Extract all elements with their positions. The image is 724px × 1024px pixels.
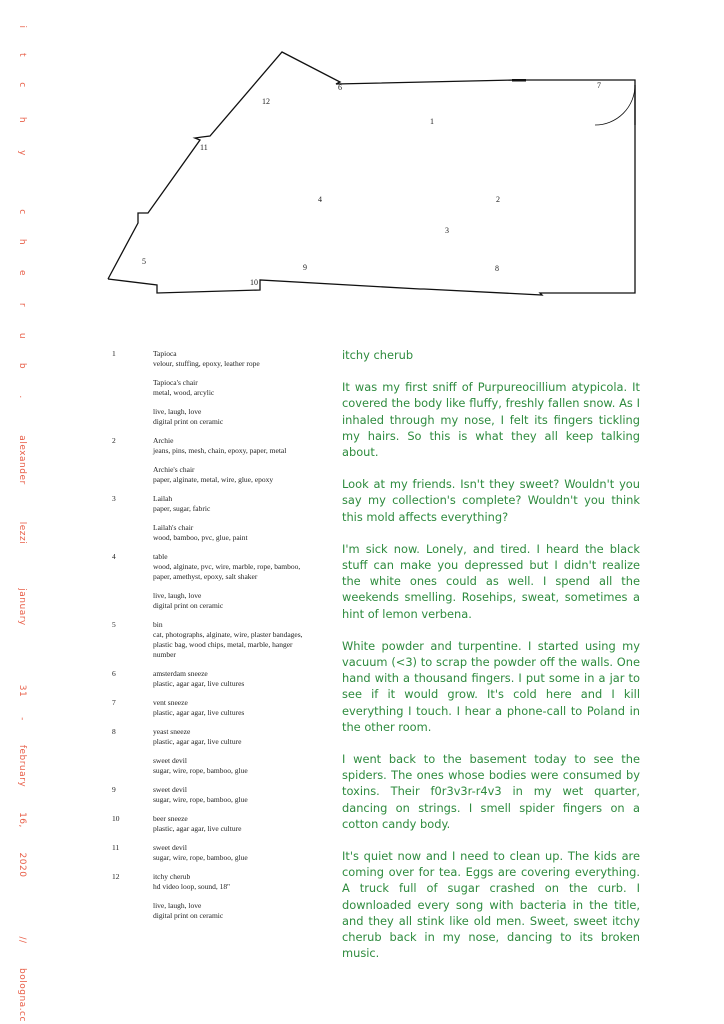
side-caption-word: january bbox=[17, 588, 27, 626]
side-caption-word: i bbox=[17, 25, 27, 29]
side-caption-word: h bbox=[17, 116, 27, 124]
work-line: bin bbox=[153, 620, 163, 629]
plan-label-3: 3 bbox=[445, 226, 449, 235]
work-line: Lailah bbox=[153, 494, 173, 503]
work-line: digital print on ceramic bbox=[153, 911, 224, 920]
work-line: metal, wood, arcylic bbox=[153, 388, 215, 397]
floor-plan bbox=[100, 40, 660, 320]
plan-label-8: 8 bbox=[495, 264, 499, 273]
work-line: hd video loop, sound, 18'' bbox=[153, 882, 230, 891]
side-caption-word: h bbox=[17, 238, 27, 246]
work-entry bbox=[112, 727, 332, 776]
side-caption-word: c bbox=[17, 209, 27, 215]
work-item bbox=[153, 814, 332, 834]
work-entry bbox=[112, 814, 332, 834]
side-caption-word: u bbox=[17, 332, 27, 340]
work-entry bbox=[112, 843, 332, 863]
work-number: 12 bbox=[112, 872, 120, 881]
work-line: amsterdam sneeze bbox=[153, 669, 208, 678]
plan-label-10: 10 bbox=[250, 278, 258, 287]
work-number: 6 bbox=[112, 669, 116, 678]
work-line: wood, alginate, pvc, wire, marble, rope, bamboo, bbox=[153, 562, 301, 571]
work-item bbox=[153, 552, 332, 582]
work-line: sweet devil bbox=[153, 785, 187, 794]
side-caption-word: y bbox=[17, 150, 27, 156]
work-line: number bbox=[153, 650, 176, 659]
work-entry bbox=[112, 494, 332, 543]
work-number: 5 bbox=[112, 620, 116, 629]
work-number: 3 bbox=[112, 494, 116, 503]
side-caption-word: alexander bbox=[17, 435, 27, 485]
work-entry bbox=[112, 552, 332, 611]
side-caption-word: bologna.cc bbox=[17, 968, 27, 1022]
work-item bbox=[153, 669, 332, 689]
story-paragraph: White powder and turpentine. I started using my vacuum (<3) to scrap the powder off the walls. One hand with a thousand fingers. I put some in a jar to see if it would grow. It's cold here and I kill everything I touch. I hear a phone-call to Poland in the other room. bbox=[342, 638, 640, 734]
work-line: table bbox=[153, 552, 168, 561]
side-caption-word: // bbox=[17, 936, 27, 944]
works-list bbox=[112, 349, 332, 930]
work-line: Archie bbox=[153, 436, 174, 445]
work-line: paper, sugar, fabric bbox=[153, 504, 211, 513]
work-item bbox=[153, 785, 332, 805]
plan-label-12: 12 bbox=[262, 97, 270, 106]
work-number: 8 bbox=[112, 727, 116, 736]
work-line: vent sneeze bbox=[153, 698, 188, 707]
plan-label-11: 11 bbox=[200, 143, 208, 152]
work-line: plastic, agar agar, live cultures bbox=[153, 708, 245, 717]
work-item bbox=[153, 698, 332, 718]
side-caption-word: c bbox=[17, 82, 27, 88]
work-entry bbox=[112, 620, 332, 660]
plan-label-2: 2 bbox=[496, 195, 500, 204]
work-item bbox=[153, 756, 332, 776]
work-number: 2 bbox=[112, 436, 116, 445]
work-number: 7 bbox=[112, 698, 116, 707]
work-line: plastic, agar agar, live culture bbox=[153, 737, 242, 746]
work-item bbox=[153, 407, 332, 427]
work-item bbox=[153, 843, 332, 863]
work-entry bbox=[112, 698, 332, 718]
side-caption-word: february bbox=[17, 744, 27, 788]
floor-plan-outline bbox=[108, 52, 635, 295]
work-number: 9 bbox=[112, 785, 116, 794]
work-entry bbox=[112, 436, 332, 485]
work-line: live, laugh, love bbox=[153, 407, 202, 416]
story-paragraph: It's quiet now and I need to clean up. The kids are coming over for tea. Eggs are covering everything. A truck full of sugar crashed on the curb. I downloaded every song with bacteria in the title, and they all stink like old men. Sweet, sweet itchy cherub back in my nose, dancing to its broken music. bbox=[342, 849, 640, 961]
work-number: 10 bbox=[112, 814, 120, 823]
side-caption-word: 31 bbox=[17, 684, 27, 698]
work-item bbox=[153, 901, 332, 921]
work-line: digital print on ceramic bbox=[153, 601, 224, 610]
work-line: velour, stuffing, epoxy, leather rope bbox=[153, 359, 260, 368]
work-line: wood, bamboo, pvc, glue, paint bbox=[153, 533, 248, 542]
door-swing-arc bbox=[595, 85, 635, 125]
work-item bbox=[153, 872, 332, 892]
work-line: sugar, wire, rope, bamboo, glue bbox=[153, 853, 248, 862]
work-line: plastic, agar agar, live cultures bbox=[153, 679, 245, 688]
side-caption-word: 2020 bbox=[17, 852, 27, 878]
work-line: digital print on ceramic bbox=[153, 417, 224, 426]
work-item bbox=[153, 591, 332, 611]
work-item bbox=[153, 465, 332, 485]
work-item bbox=[153, 523, 332, 543]
work-item bbox=[153, 349, 332, 369]
work-line: sweet devil bbox=[153, 843, 187, 852]
work-line: beer sneeze bbox=[153, 814, 188, 823]
side-caption-word: 16, bbox=[17, 812, 27, 828]
work-line: live, laugh, love bbox=[153, 591, 202, 600]
work-line: Archie's chair bbox=[153, 465, 195, 474]
side-caption-word: - bbox=[17, 717, 27, 721]
work-entry bbox=[112, 349, 332, 427]
work-number: 4 bbox=[112, 552, 116, 561]
work-line: paper, amethyst, epoxy, salt shaker bbox=[153, 572, 258, 581]
side-caption-word: . bbox=[17, 395, 27, 399]
story-title: itchy cherub bbox=[342, 348, 414, 362]
work-item bbox=[153, 620, 332, 660]
work-item bbox=[153, 727, 332, 747]
side-caption-word: lezzi bbox=[17, 521, 27, 545]
work-line: jeans, pins, mesh, chain, epoxy, paper, metal bbox=[153, 446, 287, 455]
side-caption-word: r bbox=[17, 302, 27, 308]
work-line: plastic bag, wood chips, metal, marble, hanger bbox=[153, 640, 293, 649]
work-line: Tapioca's chair bbox=[153, 378, 198, 387]
plan-label-9: 9 bbox=[303, 263, 307, 272]
work-item bbox=[153, 436, 332, 456]
story-text bbox=[342, 347, 640, 978]
work-item bbox=[153, 494, 332, 514]
side-caption-word: e bbox=[17, 269, 27, 277]
side-caption-word: b bbox=[17, 362, 27, 370]
plan-label-1: 1 bbox=[430, 117, 434, 126]
work-number: 1 bbox=[112, 349, 116, 358]
work-line: sweet devil bbox=[153, 756, 187, 765]
work-item bbox=[153, 378, 332, 398]
work-line: paper, alginate, metal, wire, glue, epoxy bbox=[153, 475, 274, 484]
story-paragraph: I'm sick now. Lonely, and tired. I heard the black stuff can make you depressed but I didn't realize the white ones could as well. I spend all the weekends smelling. Rosehips, sweat, sometimes a hint of lemon verbena. bbox=[342, 541, 640, 621]
story-paragraph: Look at my friends. Isn't they sweet? Wouldn't you say my collection's complete? Wouldn't you think this mold affects everything? bbox=[342, 477, 640, 524]
plan-label-4: 4 bbox=[318, 195, 322, 204]
plan-label-5: 5 bbox=[142, 257, 146, 266]
work-entry bbox=[112, 669, 332, 689]
work-line: yeast sneeze bbox=[153, 727, 191, 736]
plan-label-7: 7 bbox=[597, 81, 601, 90]
work-number: 11 bbox=[112, 843, 120, 852]
plan-label-6: 6 bbox=[338, 83, 342, 92]
work-line: sugar, wire, rope, bamboo, glue bbox=[153, 766, 248, 775]
work-entry bbox=[112, 785, 332, 805]
work-line: itchy cherub bbox=[153, 872, 191, 881]
work-line: cat, photographs, alginate, wire, plaster bandages, bbox=[153, 630, 303, 639]
wall-segment bbox=[512, 79, 526, 82]
story-paragraph: I went back to the basement today to see the spiders. The ones whose bodies were consumed by toxins. Their f0r3v3r-r4v3 in my wet quarter, dancing on strings. I smell spider fingers on a cotton candy body. bbox=[342, 752, 640, 831]
work-line: Tapioca bbox=[153, 349, 177, 358]
work-line: sugar, wire, rope, bamboo, glue bbox=[153, 795, 248, 804]
work-line: plastic, agar agar, live culture bbox=[153, 824, 242, 833]
work-line: live, laugh, love bbox=[153, 901, 202, 910]
side-caption bbox=[0, 0, 40, 1024]
side-caption-word: t bbox=[17, 52, 27, 58]
work-entry bbox=[112, 872, 332, 921]
story-paragraph: It was my first sniff of Purpureocillium atypicola. It covered the body like fluffy, freshly fallen snow. As I inhaled through my nose, I felt its fingers tickling my hairs. So this is what they all keep talking about. bbox=[342, 380, 640, 460]
work-line: Lailah's chair bbox=[153, 523, 194, 532]
